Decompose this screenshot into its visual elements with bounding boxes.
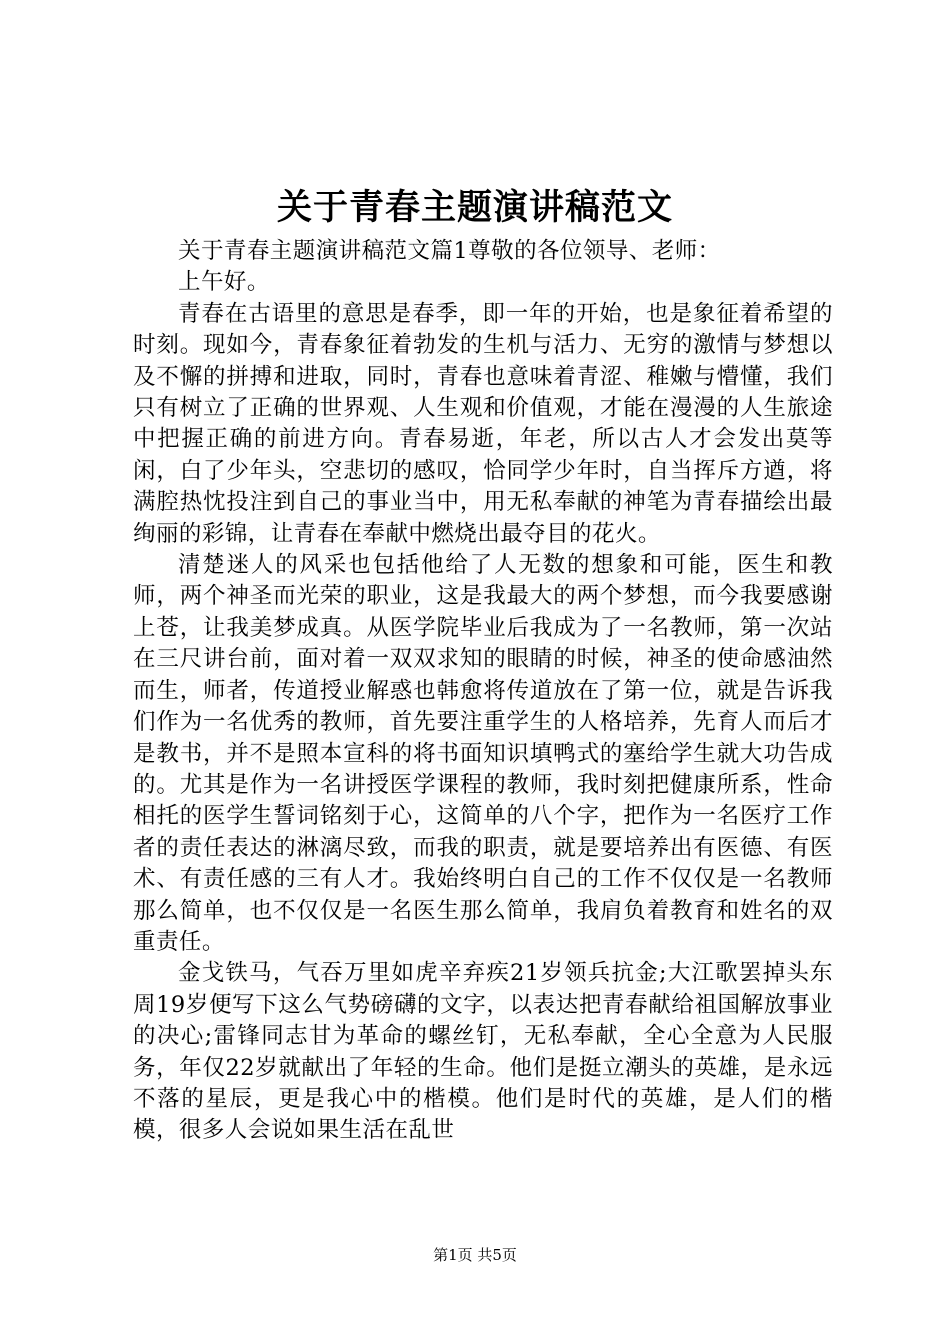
paragraph-heroes: 金戈铁马，气吞万里如虎辛弃疾21岁领兵抗金;大江歌罢掉头东周19岁便写下这么气势磅礴的文字，以表达把青春献给祖国解放事业的决心;雷锋同志甘为革命的螺丝钉，无私奉献，全心全意为人民服务，年仅22岁就献出了年轻的生命。他们是挺立潮头的英雄，是永远不落的星辰，更是我心中的楷模。他们是时代的英雄，是人们的楷模，很多人会说如果生活在乱世 — [133, 960, 833, 1144]
page-footer: 第1页 共5页 — [433, 1246, 517, 1264]
paragraph-youth-meaning: 青春在古语里的意思是春季，即一年的开始，也是象征着希望的时刻。现如今，青春象征着勃发的生机与活力、无穷的激情与梦想以及不懈的拼搏和进取，同时，青春也意味着青涩、稚嫩与懵懂，我们只有树立了正确的世界观、人生观和价值观，才能在漫漫的人生旅途中把握正确的前进方向。青春易逝，年老，所以古人才会发出莫等闲，白了少年头，空悲切的感叹，恰同学少年时，自当挥斥方遒，将满腔热忱投注到自己的事业当中，用无私奉献的神笔为青春描绘出最绚丽的彩锦，让青春在奉献中燃烧出最夺目的花火。 — [133, 300, 833, 547]
page-title: 关于青春主题演讲稿范文 — [276, 187, 673, 228]
document-body — [133, 236, 833, 1147]
paragraph-teacher-doctor: 清楚迷人的风采也包括他给了人无数的想象和可能，医生和教师，两个神圣而光荣的职业，这是我最大的两个梦想，而今我要感谢上苍，让我美梦成真。从医学院毕业后我成为了一名教师，第一次站在三尺讲台前，面对着一双双求知的眼睛的时候，神圣的使命感油然而生，师者，传道授业解惑也韩愈将传道放在了第一位，就是告诉我们作为一名优秀的教师，首先要注重学生的人格培养，先育人而后才是教书，并不是照本宣科的将书面知识填鸭式的塞给学生就大功告成的。尤其是作为一名讲授医学课程的教师，我时刻把健康所系，性命相托的医学生誓词铭刻于心，这简单的八个字，把作为一名医疗工作者的责任表达的淋漓尽致，而我的职责，就是要培养出有医德、有医术、有责任感的三有人才。我始终明白自己的工作不仅仅是一名教师那么简单，也不仅仅是一名医生那么简单，我肩负着教育和姓名的双重责任。 — [133, 552, 833, 955]
paragraph-greeting: 上午好。 — [178, 269, 270, 296]
paragraph-intro: 关于青春主题演讲稿范文篇1尊敬的各位领导、老师： — [178, 238, 721, 264]
